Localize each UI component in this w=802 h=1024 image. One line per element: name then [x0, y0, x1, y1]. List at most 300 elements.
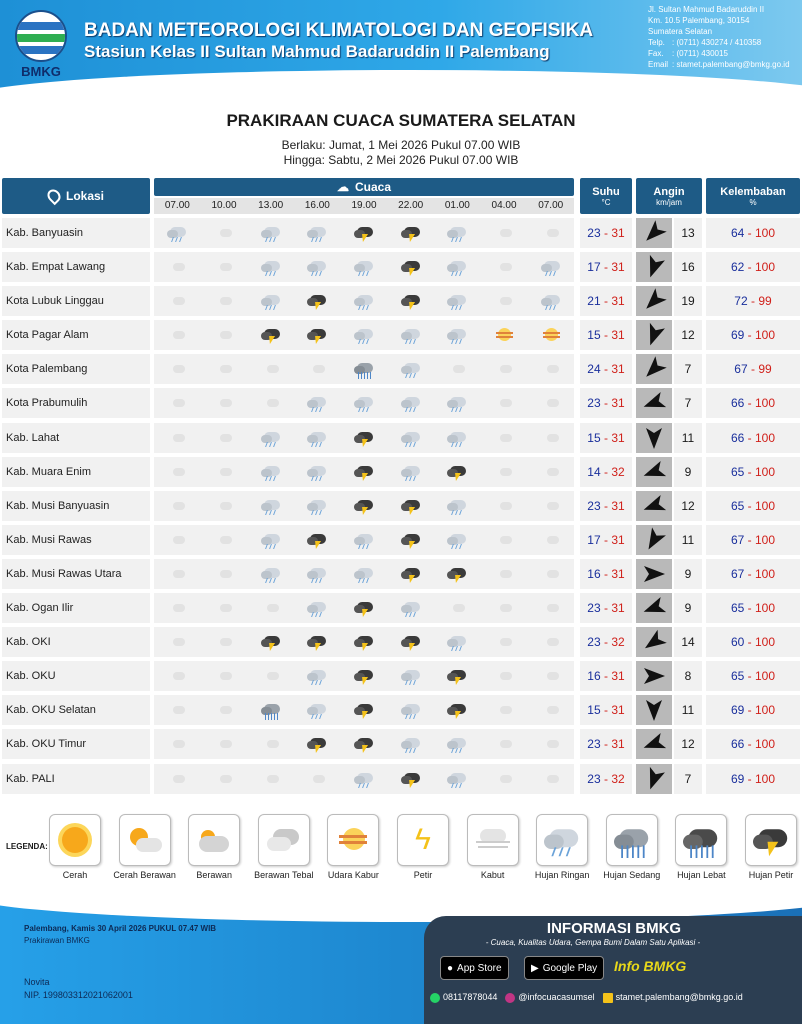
wind-arrow-icon [641, 254, 667, 280]
wind-direction [636, 320, 672, 350]
weather-cell [481, 695, 528, 725]
humidity-separator: - [744, 703, 755, 718]
weather-cell [527, 491, 574, 521]
wind-speed: 7 [674, 764, 702, 794]
cloudy-icon [166, 633, 188, 651]
weather-cell [387, 252, 434, 282]
humidity [706, 593, 800, 623]
wind-arrow-icon [641, 697, 667, 723]
humidity [706, 388, 800, 418]
legend-item-label: Hujan Petir [748, 870, 794, 880]
weather-cell [341, 491, 388, 521]
table-row [0, 523, 802, 557]
temp-separator: - [600, 601, 612, 616]
whatsapp-number: 08117878044 [443, 992, 498, 1002]
wind-direction [636, 661, 672, 691]
moderate-rain-icon [612, 824, 652, 856]
thunderstorm-icon [260, 326, 282, 344]
cloudy-icon [213, 770, 235, 788]
weather-cell [201, 388, 248, 418]
legend-item-label: Berawan [196, 870, 232, 880]
cloudy-icon [166, 326, 188, 344]
weather-cell [387, 559, 434, 589]
location-name: Kab. OKU Selatan [2, 695, 150, 725]
location-name: Kab. Ogan Ilir [2, 593, 150, 623]
legend-item-label: Cerah [62, 870, 88, 880]
light-rain-icon [353, 770, 375, 788]
humidity-max: 100 [755, 464, 776, 479]
cloudy-icon [493, 633, 515, 651]
weather-cell [341, 218, 388, 248]
humidity-min: 66 [730, 396, 745, 411]
humidity [706, 627, 800, 657]
valid-from: Berlaku: Jumat, 1 Mei 2026 Pukul 07.00 WIB [281, 138, 521, 152]
cloudy-icon [260, 770, 282, 788]
wind-direction [636, 559, 672, 589]
temp-max: 31 [611, 362, 625, 377]
instagram-handle: @infocuacasumsel [518, 992, 595, 1002]
cloudy-icon [493, 531, 515, 549]
header-kelembaban-unit: % [749, 197, 757, 207]
weather-cell [294, 252, 341, 282]
cloudy-icon [166, 565, 188, 583]
legend-item-label: Berawan Tebal [254, 870, 314, 880]
email-address: stamet.palembang@bmkg.go.id [615, 992, 743, 1002]
weather-cell [341, 320, 388, 350]
weather-cells [154, 457, 574, 487]
cloudy-icon [166, 463, 188, 481]
light-rain-icon [260, 258, 282, 276]
weather-cell [527, 388, 574, 418]
temp-max: 31 [611, 396, 625, 411]
temp-separator: - [600, 464, 612, 479]
temp-max: 31 [611, 226, 625, 240]
haze-icon [540, 326, 562, 344]
temperature [580, 559, 632, 589]
light-rain-icon [446, 326, 468, 344]
temp-min: 23 [587, 226, 601, 240]
weather-cell [527, 661, 574, 691]
weather-cell [481, 593, 528, 623]
temp-max: 31 [611, 737, 625, 752]
weather-cell [247, 559, 294, 589]
humidity-min: 65 [730, 601, 745, 616]
weather-cell [294, 764, 341, 794]
weather-cell [154, 388, 201, 418]
light-rain-icon [542, 824, 582, 856]
light-rain-icon [540, 292, 562, 310]
cloudy-icon [540, 497, 562, 515]
table-row [0, 727, 802, 761]
instagram-icon [505, 993, 515, 1003]
weather-cell [387, 320, 434, 350]
weather-cells [154, 252, 574, 282]
weather-cells [154, 491, 574, 521]
humidity [706, 423, 800, 453]
legend-item [317, 814, 389, 880]
temp-min: 23 [587, 396, 601, 411]
wind-speed: 16 [674, 252, 702, 282]
temp-min: 23 [587, 771, 601, 786]
weather-cell [387, 457, 434, 487]
thunderstorm-icon [400, 258, 422, 276]
temp-separator: - [600, 566, 612, 581]
weather-cell [481, 764, 528, 794]
humidity-min: 66 [730, 737, 745, 752]
header-suhu-unit: °C [601, 197, 611, 207]
cloudy-icon [540, 224, 562, 242]
thunderstorm-icon [446, 463, 468, 481]
cloudy-icon [213, 565, 235, 583]
weather-cells [154, 388, 574, 418]
cloudy-icon [260, 599, 282, 617]
weather-cell [154, 423, 201, 453]
header-kelembaban [706, 178, 800, 214]
temp-separator: - [600, 430, 612, 445]
weather-cell [294, 457, 341, 487]
temperature [580, 320, 632, 350]
thunderstorm-icon [306, 292, 328, 310]
weather-cell [201, 661, 248, 691]
cloudy-icon [493, 565, 515, 583]
weather-cell [434, 423, 481, 453]
temperature [580, 354, 632, 384]
weather-cell [527, 729, 574, 759]
wind-speed: 12 [674, 491, 702, 521]
weather-cell [387, 491, 434, 521]
cloudy-icon [213, 497, 235, 515]
weather-cell [247, 729, 294, 759]
weather-cell [154, 559, 201, 589]
legend-item [39, 814, 111, 880]
light-rain-icon [306, 599, 328, 617]
humidity-separator: - [744, 566, 755, 581]
address-line: Jl. Sultan Mahmud Badaruddin II [648, 5, 765, 14]
address-line: Km. 10.5 Palembang, 30154 [648, 16, 750, 25]
forecaster-name: Novita [24, 977, 50, 987]
light-rain-icon [306, 701, 328, 719]
wind-speed: 7 [674, 388, 702, 418]
org-name: BADAN METEOROLOGI KLIMATOLOGI DAN GEOFISIKA [84, 20, 594, 41]
legend-item [178, 814, 250, 880]
thunderstorm-icon [306, 326, 328, 344]
telp-label: Telp. [648, 38, 665, 47]
wind-arrow-icon [641, 459, 667, 485]
weather-cell [294, 627, 341, 657]
weather-cell [294, 320, 341, 350]
whatsapp-contact[interactable] [430, 992, 497, 1003]
humidity-min: 67 [730, 532, 745, 547]
humidity-max: 99 [758, 362, 772, 377]
temperature [580, 457, 632, 487]
temp-max: 31 [611, 294, 625, 309]
temp-min: 14 [587, 464, 601, 479]
weather-cell [201, 764, 248, 794]
table-row [0, 216, 802, 250]
wind-arrow-icon [641, 595, 667, 621]
weather-cell [481, 320, 528, 350]
haze-icon [493, 326, 515, 344]
header-cuaca-label: Cuaca [354, 180, 392, 194]
thunderstorm-icon [400, 531, 422, 549]
light-rain-icon [446, 633, 468, 651]
thunderstorm-icon [400, 292, 422, 310]
legend-item-label: Hujan Lebat [677, 870, 726, 880]
wind-speed: 14 [674, 627, 702, 657]
temp-separator: - [600, 328, 612, 343]
cloudy-icon [540, 360, 562, 378]
weather-cell [201, 695, 248, 725]
light-rain-icon [446, 429, 468, 447]
page-title: PRAKIRAAN CUACA SUMATERA SELATAN [226, 111, 576, 130]
weather-cell [387, 423, 434, 453]
humidity-max: 99 [758, 294, 772, 309]
weather-cell [481, 661, 528, 691]
wind-speed: 9 [674, 559, 702, 589]
thunderstorm-icon [751, 824, 791, 856]
weather-cell [527, 252, 574, 282]
humidity-max: 100 [755, 396, 776, 411]
cloudy-icon [540, 565, 562, 583]
wind-direction [636, 593, 672, 623]
googleplay-badge[interactable] [524, 956, 604, 980]
humidity-min: 67 [734, 362, 748, 377]
cloudy-icon [213, 531, 235, 549]
wind-speed: 7 [674, 354, 702, 384]
weather-cell [481, 218, 528, 248]
time-slot: 07.00 [538, 200, 564, 211]
weather-cell [201, 423, 248, 453]
validity-period [0, 138, 802, 168]
weather-cell [481, 627, 528, 657]
temp-min: 15 [587, 430, 601, 445]
temp-separator: - [600, 669, 612, 684]
weather-cell [247, 457, 294, 487]
weather-cells [154, 593, 574, 623]
temp-separator: - [600, 703, 612, 718]
thunderstorm-icon [353, 497, 375, 515]
weather-cell [154, 218, 201, 248]
temperature [580, 729, 632, 759]
weather-cell [481, 252, 528, 282]
humidity-max: 100 [755, 226, 776, 240]
time-slot: 22.00 [398, 200, 424, 211]
appstore-badge[interactable] [440, 956, 509, 980]
weather-cell [527, 423, 574, 453]
humidity-separator: - [744, 737, 755, 752]
weather-cells [154, 764, 574, 794]
cloudy-icon [540, 394, 562, 412]
temp-max: 32 [611, 464, 625, 479]
temp-max: 31 [611, 703, 625, 718]
play-icon: ▶ [531, 962, 539, 974]
logo-text: BMKG [21, 64, 61, 79]
header-lokasi-label: Lokasi [65, 189, 104, 203]
humidity [706, 491, 800, 521]
cloudy-icon [306, 770, 328, 788]
weather-cells [154, 695, 574, 725]
wind-direction [636, 491, 672, 521]
cloudy-icon [166, 735, 188, 753]
wind-arrow-icon [641, 425, 667, 451]
table-row [0, 318, 802, 352]
humidity-max: 100 [755, 498, 776, 513]
weather-cell [201, 354, 248, 384]
temperature [580, 423, 632, 453]
telp-value: : (0711) 430274 / 410358 [672, 38, 762, 47]
table-row [0, 693, 802, 727]
temp-min: 23 [587, 737, 601, 752]
humidity-separator: - [744, 635, 755, 650]
weather-cell [154, 764, 201, 794]
light-rain-icon [353, 292, 375, 310]
light-rain-icon [400, 701, 422, 719]
weather-cell [481, 286, 528, 316]
wind-direction [636, 252, 672, 282]
light-rain-icon [536, 814, 588, 866]
weather-cell [387, 593, 434, 623]
fog-icon [467, 814, 519, 866]
light-rain-icon [260, 565, 282, 583]
humidity-max: 100 [755, 260, 776, 275]
weather-cells [154, 559, 574, 589]
weather-cell [247, 764, 294, 794]
light-rain-icon [446, 735, 468, 753]
wind-speed: 9 [674, 593, 702, 623]
weather-cell [527, 286, 574, 316]
legend-item [526, 814, 598, 880]
wind-speed: 12 [674, 320, 702, 350]
instagram-contact[interactable] [505, 992, 594, 1003]
weather-cell [434, 661, 481, 691]
temperature [580, 388, 632, 418]
wind-arrow-icon [641, 356, 667, 382]
location-name: Kab. PALI [2, 764, 150, 794]
location-name: Kota Lubuk Linggau [2, 286, 150, 316]
light-rain-icon [540, 258, 562, 276]
cloudy-icon [493, 667, 515, 685]
thunderstorm-icon [260, 633, 282, 651]
heavy-rain-icon [675, 814, 727, 866]
cloudy-icon [540, 667, 562, 685]
cloudy-icon [540, 599, 562, 617]
cloudy-icon [213, 394, 235, 412]
humidity-max: 100 [755, 532, 776, 547]
thunderstorm-icon [353, 224, 375, 242]
cloudy-icon [493, 770, 515, 788]
light-rain-icon [260, 429, 282, 447]
cloudy-icon [213, 633, 235, 651]
wind-direction [636, 627, 672, 657]
header-lokasi [2, 178, 150, 214]
humidity-separator: - [744, 498, 755, 513]
cloudy-icon [493, 429, 515, 447]
weather-cell [201, 525, 248, 555]
temp-max: 31 [611, 532, 625, 547]
moderate-rain-icon [260, 701, 282, 719]
weather-cell [247, 661, 294, 691]
humidity [706, 286, 800, 316]
light-rain-icon [400, 326, 422, 344]
temp-max: 32 [611, 635, 625, 650]
humidity [706, 320, 800, 350]
temp-separator: - [600, 362, 612, 377]
temp-min: 23 [587, 635, 601, 650]
wind-arrow-icon [641, 493, 667, 519]
weather-cell [387, 354, 434, 384]
fax-label: Fax. [648, 49, 664, 58]
appstore-label: App Store [457, 962, 502, 974]
weather-cell [201, 491, 248, 521]
cloudy-icon [213, 735, 235, 753]
humidity-min: 65 [730, 669, 745, 684]
weather-cell [154, 320, 201, 350]
cloudy-icon [213, 463, 235, 481]
weather-cell [434, 627, 481, 657]
thunderstorm-icon [400, 770, 422, 788]
weather-cell [527, 525, 574, 555]
info-bmkg-app: Info BMKG [614, 958, 687, 974]
cloudy-icon [446, 599, 468, 617]
info-bmkg-panel [424, 916, 802, 1024]
header-angin [636, 178, 702, 214]
header-suhu-label: Suhu [592, 185, 620, 198]
weather-cell [434, 729, 481, 759]
light-rain-icon [446, 224, 468, 242]
time-row [154, 198, 574, 214]
weather-cell [154, 661, 201, 691]
humidity-max: 100 [755, 601, 776, 616]
humidity-separator: - [744, 430, 755, 445]
weather-cell [247, 695, 294, 725]
cloudy-icon [493, 463, 515, 481]
weather-cell [201, 729, 248, 759]
wind-arrow-icon [641, 731, 667, 757]
weather-cell [154, 252, 201, 282]
cloudy-icon [166, 531, 188, 549]
weather-cell [527, 593, 574, 623]
humidity-separator: - [744, 226, 755, 240]
humidity-min: 67 [730, 566, 745, 581]
light-rain-icon [306, 394, 328, 412]
cloud-icon: ☁ [336, 180, 349, 194]
weather-cell [247, 491, 294, 521]
wind-speed: 8 [674, 661, 702, 691]
thunderstorm-icon [400, 633, 422, 651]
cloudy-icon [260, 394, 282, 412]
cloudy-icon [493, 394, 515, 412]
table-row [0, 625, 802, 659]
location-name: Kab. OKI [2, 627, 150, 657]
weather-cells [154, 218, 574, 248]
cloudy-icon [493, 292, 515, 310]
table-row [0, 386, 802, 420]
weather-cell [294, 729, 341, 759]
humidity-separator: - [747, 294, 759, 309]
humidity [706, 457, 800, 487]
cloudy-icon [540, 429, 562, 447]
cloudy-icon [260, 360, 282, 378]
header-angin-unit: km/jam [656, 197, 682, 207]
time-slot: 04.00 [491, 200, 517, 211]
cloudy-icon [540, 735, 562, 753]
info-title: INFORMASI BMKG [546, 920, 682, 937]
weather-cell [434, 252, 481, 282]
weather-cell [294, 423, 341, 453]
weather-cell [387, 661, 434, 691]
location-name: Kota Prabumulih [2, 388, 150, 418]
email-contact[interactable] [603, 992, 743, 1003]
